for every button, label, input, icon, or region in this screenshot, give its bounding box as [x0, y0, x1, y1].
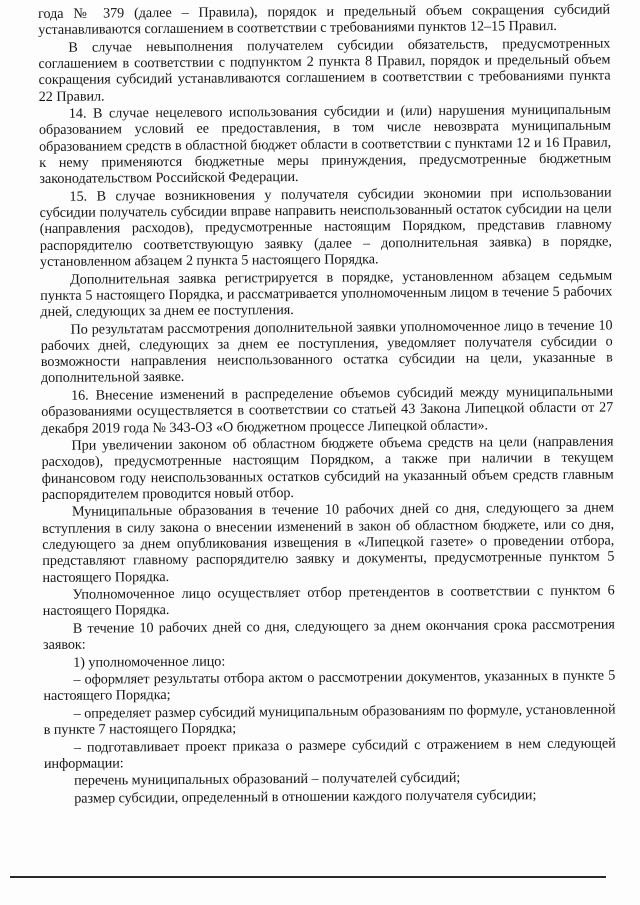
paragraph-15: 15. В случае возникновения у получателя субсидии экономии при использовании субсидии получатель субсидии вправе направить неиспользованный остаток субсидии на цели (направления расходов), предусмотренные настоящим Порядком, представив главному распорядителю соответствующую заявку (далее – дополнительная заявка) в порядке, установленном абзацем 2 пункта 5 настоящего Порядка.	[39, 184, 612, 271]
paragraph-municipal-submission: Муниципальные образования в течение 10 рабочих дней со дня, следующего за днем вступления в силу закона о внесении изменений в закон об областном бюджете, или со дня, следующего за днем опубликования извещения в «Липецкой газете» о проведении отбора, представляют главному распорядителю заявку и документы, предусмотренные пунктом 5 настоящего Порядка.	[42, 499, 615, 586]
paragraph-nonfulfillment: В случае невыполнения получателем субсидии обязательств, предусмотренных соглашением в соответствии с подпунктом 2 пункта 8 Правил, порядок и предельный объем сокращения субсидий устанавливаются соглашением в соответствии с требованиями пункта 22 Правил.	[38, 35, 611, 105]
paragraph-within-10-days: В течение 10 рабочих дней со дня, следующего за днем окончания срока рассмотрения заявок:	[42, 616, 615, 654]
paragraph-continuation: года № 379 (далее – Правила), порядок и предельный объем сокращения субсидий устанавливаются соглашением в соответствии с требованиями пунктов 12–15 Правил.	[38, 1, 611, 39]
paragraph-14: 14. В случае нецелевого использования субсидии и (или) нарушения муниципальным образованием условий ее предоставления, в том числе невозврата муниципальным образованием средств в областной бюджет области в соответствии с пунктами 12 и 16 Правил, к нему применяются бюджетные меры принуждения, предусмотренные бюджетным законодательством Российской Федерации.	[38, 101, 612, 188]
bottom-divider	[10, 876, 606, 878]
list-item-authorized-person: 1) уполномоченное лицо:	[73, 653, 226, 671]
paragraph-16: 16. Внесение изменений в распределение объемов субсидий между муниципальными образованиями осуществляется в соответствии со статьей 43 Закона Липецкой области от 27 декабря 2019 года № 343-ОЗ «О бюджетном процессе Липецкой области».	[41, 383, 614, 437]
paragraph-selection: Уполномоченное лицо осуществляет отбор претендентов в соответствии с пунктом 6 настоящего Порядка.	[42, 582, 615, 620]
document-body	[38, 2, 616, 809]
list-item-act: – оформляет результаты отбора актом о рассмотрении документов, указанных в пункте 5 настоящего Порядка;	[43, 667, 616, 705]
list-item-subsidy-size: размер субсидии, определенный в отношении каждого получателя субсидии;	[74, 787, 537, 807]
list-item-draft-order: – подготавливает проект приказа о размере субсидий с отражением в нем следующей информации:	[43, 735, 616, 772]
list-item-municipal-list: перечень муниципальных образований – получателей субсидий;	[74, 770, 461, 790]
paragraph-additional-request: Дополнительная заявка регистрируется в порядке, установленном абзацем седьмым пункта 5 настоящего Порядка, и рассматривается уполномоченным лицом в течение 5 рабочих дней, следующих за днем ее поступления.	[40, 266, 613, 321]
paragraph-budget-increase: При увеличении законом об областном бюджете объема средств на цели (направления расходов), предусмотренные настоящим Порядком, а также при наличии в текущем финансовом году неиспользованных остатков субсидий на указанный объем средств главным распорядителем проводится новый отбор.	[41, 433, 614, 503]
paragraph-review-results: По результатам рассмотрения дополнительной заявки уполномоченное лицо в течение 10 рабочих дней, следующих за днем ее поступления, уведомляет получателя субсидии о возможности направления неиспользованного остатка субсидии на цели, указанные в дополнительной заявке.	[40, 317, 613, 387]
list-item-formula: – определяет размер субсидий муниципальным образованиям по формуле, установленной в пункте 7 настоящего Порядка;	[43, 701, 616, 739]
